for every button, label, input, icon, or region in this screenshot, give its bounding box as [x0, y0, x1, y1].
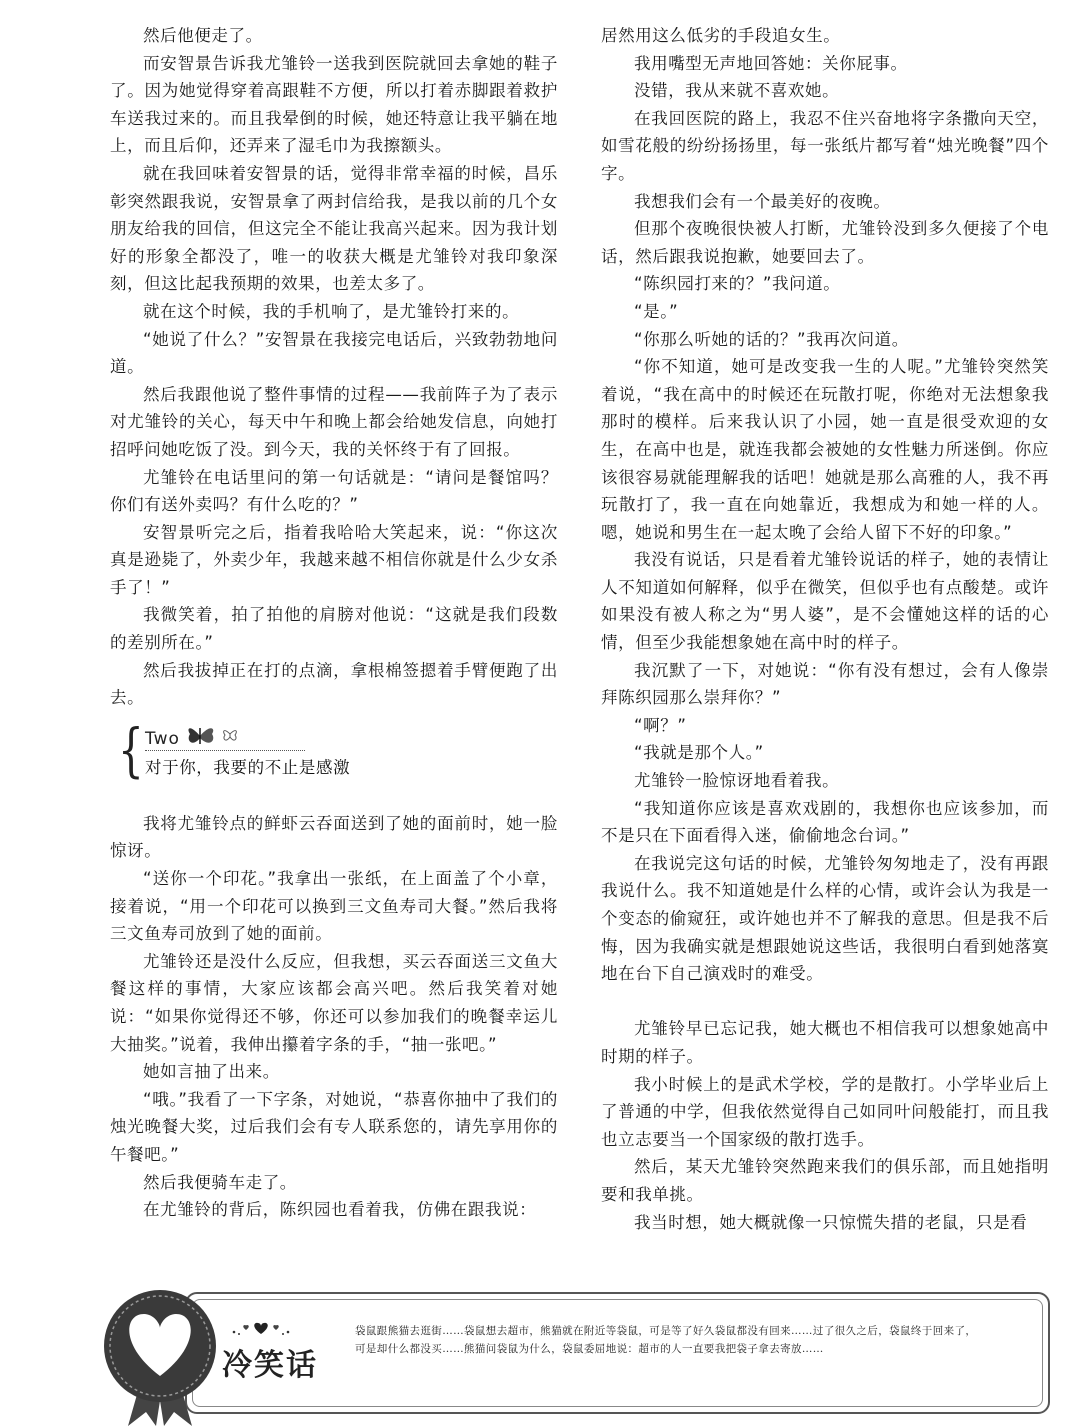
joke-title: 冷笑话	[222, 1348, 318, 1383]
paragraph: “啊？”	[634, 715, 687, 735]
section-subtitle: 对于你，我要的不止是感激	[145, 757, 351, 777]
paragraph: 然后我便骑车走了。	[143, 1172, 297, 1192]
paragraph: 然后我跟他说了整件事情的过程——我前阵子为了表示对尤雏铃的关心，每天中午和晚上都会给她发信息，向她打招呼问她吃饭了没。到今天，我的关怀终于有了回报。	[110, 384, 558, 459]
brace-ornament: {	[118, 715, 145, 784]
paragraph: 然后我拔掉正在打的点滴，拿根棉签摁着手臂便跑了出去。	[110, 660, 558, 708]
paragraph: “是。”	[634, 301, 679, 321]
paragraph: 而安智景告诉我尤雏铃一送我到医院就回去拿她的鞋子了。因为她觉得穿着高跟鞋不方便，所以打着赤脚跟着救护车送我过来的。而且我晕倒的时候，她还特意让我平躺在地上，而且后仰，还弄来了湿毛巾为我擦额头。	[110, 53, 558, 156]
paragraph: “她说了什么？”安智景在我接完电话后，兴致勃勃地问道。	[110, 329, 558, 377]
left-column	[110, 22, 558, 1224]
paragraph: “你那么听她的话的？”我再次问道。	[634, 329, 909, 349]
paragraph: “你不知道，她可是改变我一生的人呢。”尤雏铃突然笑着说，“我在高中的时候还在玩散打呢，你绝对无法想象我那时的模样。后来我认识了小园，她一直是很受欢迎的女生，在高中也是，就连我都会被她的女性魅力所迷倒。你应该很容易就能理解我的话吧！她就是那么高雅的人，我不再玩散打了，我一直在向她靠近，我想成为和她一样的人。嗯，她说和男生在一起太晚了会给人留下不好的印象。”	[601, 357, 1049, 542]
paragraph: 我将尤雏铃点的鲜虾云吞面送到了她的面前时，她一脸惊讶。	[110, 813, 558, 861]
heart-badge-icon	[100, 1284, 220, 1426]
paragraph: 我用嘴型无声地回答她：关你屁事。	[634, 53, 908, 73]
paragraph: 尤雏铃一脸惊讶地看着我。	[634, 771, 840, 791]
butterfly-icon	[186, 722, 246, 750]
paragraph: 她如言抽了出来。	[143, 1062, 280, 1082]
paragraph: 尤雏铃早已忘记我，她大概也不相信我可以想象她高中时期的样子。	[601, 1019, 1049, 1066]
paragraph: 在尤雏铃的背后，陈织园也看着我，仿佛在跟我说：	[143, 1200, 537, 1220]
paragraph: 我沉默了一下，对她说：“你有没有想过，会有人像崇拜陈织园那么崇拜你？”	[601, 660, 1049, 708]
paragraph: 在我回医院的路上，我忍不住兴奋地将字条撒向天空，如雪花般的纷纷扬扬里，每一张纸片都写着“烛光晚餐”四个字。	[601, 108, 1049, 183]
paragraph: 然后他便走了。	[143, 26, 263, 45]
paragraph: 没错，我从来就不喜欢她。	[634, 81, 840, 101]
paragraph: 我当时想，她大概就像一只惊慌失措的老鼠，只是看	[634, 1212, 1028, 1232]
paragraph: 就在我回味着安智景的话，觉得非常幸福的时候，昌乐彰突然跟我说，安智景拿了两封信给我，是我以前的几个女朋友给我的回信，但这完全不能让我高兴起来。因为我计划好的形象全都没了，唯一的收获大概是尤雏铃对我印象深刻，但这比起我预期的效果，也差太多了。	[110, 163, 558, 294]
paragraph: 安智景听完之后，指着我哈哈大笑起来，说：“你这次真是逊毙了，外卖少年，我越来越不相信你就是什么少女杀手了！”	[110, 522, 558, 597]
paragraph: 我微笑着，拍了拍他的肩膀对他说：“这就是我们段数的差别所在。”	[110, 605, 558, 653]
paragraph: 就在这个时候，我的手机响了，是尤雏铃打来的。	[143, 301, 520, 321]
paragraph: 我想我们会有一个最美好的夜晚。	[634, 191, 891, 211]
joke-text: 袋鼠跟熊猫去逛街……袋鼠想去超市，熊猫就在附近等袋鼠，可是等了好久袋鼠都没有回来……过了很久之后，袋鼠终于回来了，可是却什么都没买……熊猫问袋鼠为什么，袋鼠委屈地说：超市的人一直要我把袋子拿去寄放……	[355, 1325, 977, 1355]
section-heading	[110, 715, 558, 810]
right-column	[601, 22, 1049, 1236]
paragraph: 尤雏铃还是没什么反应，但我想，买云吞面送三文鱼大餐这样的事情，大家应该都会高兴吧。然后我笑着对她说：“如果你觉得还不够，你还可以参加我们的晚餐幸运儿大抽奖。”说着，我伸出攥着字条的手，“抽一张吧。”	[110, 951, 558, 1054]
paragraph: “送你一个印花。”我拿出一张纸，在上面盖了个小章，接着说，“用一个印花可以换到三文鱼寿司大餐。”然后我将三文鱼寿司放到了她的面前。	[110, 869, 558, 944]
section-number: Two	[145, 728, 180, 749]
paragraph: “我知道你应该是喜欢戏剧的，我想你也应该参加，而不是只在下面看得入迷，偷偷地念台词。”	[601, 798, 1049, 846]
paragraph: 居然用这么低劣的手段追女生。	[601, 26, 841, 45]
paragraph: 但那个夜晚很快被人打断，尤雏铃没到多久便接了个电话，然后跟我说抱歉，她要回去了。	[601, 219, 1049, 266]
paragraph: “我就是那个人。”	[634, 743, 764, 763]
paragraph: 我小时候上的是武术学校，学的是散打。小学毕业后上了普通的中学，但我依然觉得自己如同叶问般能打，而且我也立志要当一个国家级的散打选手。	[601, 1074, 1049, 1149]
dotted-divider	[145, 750, 305, 751]
paragraph: 在我说完这句话的时候，尤雏铃匆匆地走了，没有再跟我说什么。我不知道她是什么样的心情，或许会认为我是一个变态的偷窥狂，或许她也并不了解我的意思。但是我不后悔，因为我确实就是想跟她说这些话，我很明白看到她落寞地在台下自己演戏时的难受。	[601, 853, 1049, 984]
paragraph: 尤雏铃在电话里问的第一句话就是：“请问是餐馆吗？你们有送外卖吗？有什么吃的？”	[110, 467, 558, 515]
paragraph: “陈织园打来的？”我问道。	[634, 274, 841, 294]
small-hearts-icon	[226, 1320, 296, 1338]
paragraph: 我没有说话，只是看着尤雏铃说话的样子，她的表情让人不知道如何解释，似乎在微笑，但似乎也有点酸楚。或许如果没有被人称之为“男人婆”，是不会懂她这样的话的心情，但至少我能想象她在高中时的样子。	[601, 550, 1049, 653]
paragraph: 然后，某天尤雏铃突然跑来我们的俱乐部，而且她指明要和我单挑。	[601, 1157, 1049, 1204]
paragraph: “哦。”我看了一下字条，对她说，“恭喜你抽中了我们的烛光晚餐大奖，过后我们会有专人联系您的，请先享用你的午餐吧。”	[110, 1089, 558, 1164]
